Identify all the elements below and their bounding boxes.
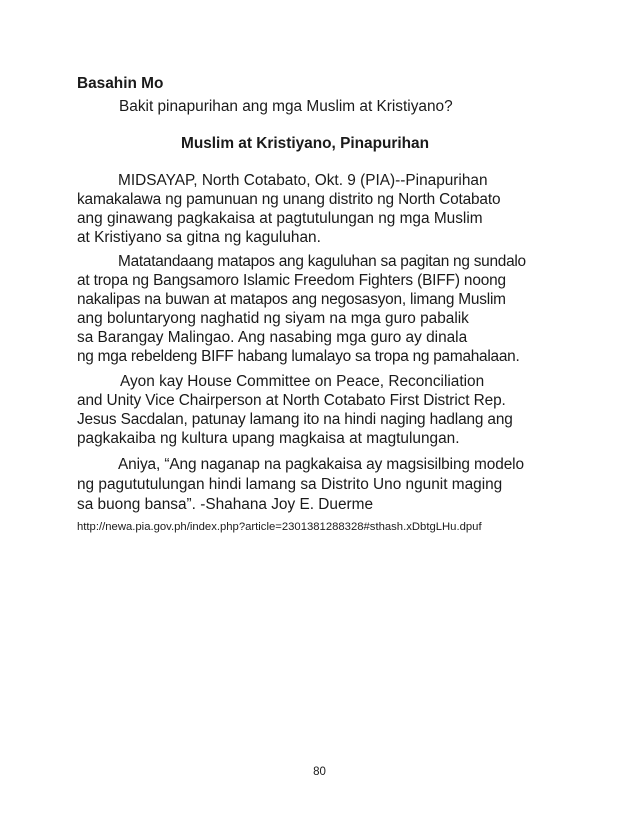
paragraph-line: pagkakaiba ng kultura upang magkaisa at magtulungan. <box>77 430 460 447</box>
paragraph-line: Aniya, “Ang naganap na pagkakaisa ay magsisilbing modelo <box>118 456 524 473</box>
source-url: http://newa.pia.gov.ph/index.php?article=2301381288328#sthash.xDbtgLHu.dpuf <box>77 521 482 533</box>
section-heading: Basahin Mo <box>77 75 164 92</box>
paragraph-line: ng pagututulungan hindi lamang sa Distrito Uno ngunit maging <box>77 476 503 493</box>
paragraph-line: Ayon kay House Committee on Peace, Reconciliation <box>120 373 485 390</box>
paragraph-line: nakalipas na buwan at matapos ang negosasyon, limang Muslim <box>77 291 506 308</box>
paragraph-line: kamakalawa ng pamunuan ng unang distrito ng North Cotabato <box>77 191 501 208</box>
paragraph-line: sa Barangay Malingao. Ang nasabing mga guro ay dinala <box>77 329 468 346</box>
paragraph-line: ang boluntaryong naghatid ng siyam na mga guro pabalik <box>77 310 469 327</box>
paragraph-line: at Kristiyano sa gitna ng kaguluhan. <box>77 229 321 246</box>
paragraph-line: sa buong bansa”. -Shahana Joy E. Duerme <box>77 496 374 513</box>
paragraph-line: and Unity Vice Chairperson at North Cotabato First District Rep. <box>77 392 506 409</box>
paragraph-line: Jesus Sacdalan, patunay lamang ito na hindi naging hadlang ang <box>77 411 513 428</box>
guide-question: Bakit pinapurihan ang mga Muslim at Kristiyano? <box>119 98 453 115</box>
paragraph-line: Matatandaang matapos ang kaguluhan sa pagitan ng sundalo <box>118 253 526 270</box>
paragraph-line: ng mga rebeldeng BIFF habang lumalayo sa tropa ng pamahalaan. <box>77 348 520 365</box>
paragraph-line: at tropa ng Bangsamoro Islamic Freedom Fighters (BIFF) noong <box>77 272 506 289</box>
article-title: Muslim at Kristiyano, Pinapurihan <box>181 135 430 152</box>
page-number: 80 <box>313 766 326 778</box>
paragraph-line: ang ginawang pagkakaisa at pagtutulungan ng mga Muslim <box>77 210 483 227</box>
paragraph-line: MIDSAYAP, North Cotabato, Okt. 9 (PIA)--Pinapurihan <box>118 172 488 189</box>
